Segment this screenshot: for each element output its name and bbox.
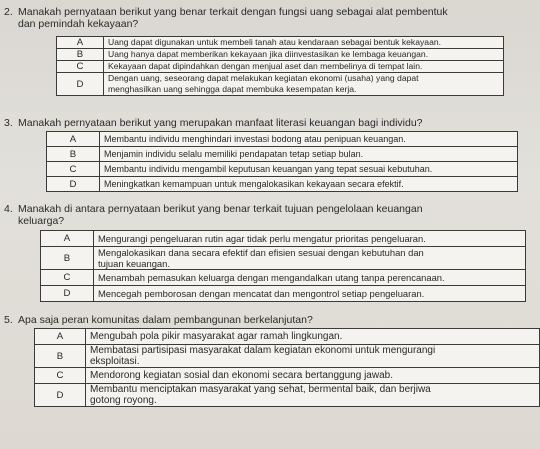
option-text: Mencegah pemborosan dengan mencatat dan mengontrol setiap pengeluaran. [94, 286, 526, 302]
option-row-a[interactable] [47, 132, 518, 147]
question-text: Manakah di antara pernyataan berikut yang benar terkait tujuan pengelolaan keuangan [18, 203, 423, 215]
option-letter: A [41, 231, 94, 247]
option-line: Kekayaan dapat dipindahkan dengan menjual aset dan membelinya di tempat lain. [108, 61, 423, 71]
question-number: 2. [4, 6, 13, 18]
option-line: Uang hanya dapat memberikan kekayaan jika diinvestasikan ke lembaga keuangan. [108, 49, 429, 59]
option-line: Mengalokasikan dana secara efektif dan efisien sesuai dengan kebutuhan dan [98, 247, 424, 258]
option-letter: A [57, 37, 104, 49]
option-text [104, 73, 504, 96]
question-4 [4, 203, 423, 227]
option-letter: B [35, 345, 86, 368]
question-number: 3. [4, 117, 13, 129]
option-letter: D [35, 384, 86, 407]
option-text [104, 37, 504, 49]
option-row-a[interactable] [35, 329, 540, 345]
option-text: Mendorong kegiatan sosial dan ekonomi secara bertanggung jawab. [86, 368, 540, 384]
question-number: 4. [4, 203, 13, 215]
option-text: Meningkatkan kemampuan untuk mengalokasikan kekayaan secara efektif. [100, 177, 518, 192]
option-row-b[interactable] [57, 49, 504, 61]
question-text: Apa saja peran komunitas dalam pembangunan berkelanjutan? [18, 314, 313, 326]
option-line: Uang dapat digunakan untuk membeli tanah atau kendaraan sebagai bentuk kekayaan. [108, 37, 442, 47]
option-row-c[interactable] [35, 368, 540, 384]
option-letter: C [35, 368, 86, 384]
option-text [94, 247, 526, 270]
option-text: Mengurangi pengeluaran rutin agar tidak perlu mengatur prioritas pengeluaran. [94, 231, 526, 247]
question-3 [4, 117, 423, 129]
option-text [104, 61, 504, 73]
options-table-3 [46, 131, 518, 192]
option-text [86, 384, 540, 407]
option-row-c[interactable] [57, 61, 504, 73]
option-row-c[interactable] [41, 270, 526, 286]
option-row-d[interactable] [35, 384, 540, 407]
option-row-b[interactable] [41, 247, 526, 270]
option-letter: C [41, 270, 94, 286]
option-letter: B [57, 49, 104, 61]
option-row-d[interactable] [41, 286, 526, 302]
option-text: Membantu individu mengambil keputusan keuangan yang tepat sesuai kebutuhan. [100, 162, 518, 177]
option-text [104, 49, 504, 61]
option-line: menghasilkan uang sehingga dapat membuka kesempatan kerja. [108, 84, 357, 94]
question-text-cont: keluarga? [18, 215, 65, 227]
question-text-cont: dan pemindah kekayaan? [18, 18, 139, 30]
options-table-2 [56, 36, 504, 96]
option-row-b[interactable] [47, 147, 518, 162]
option-row-d[interactable] [47, 177, 518, 192]
option-letter: B [47, 147, 100, 162]
option-text: Menambah pemasukan keluarga dengan mengandalkan utang tanpa perencanaan. [94, 270, 526, 286]
option-line: gotong royong. [90, 395, 157, 406]
option-line: Membatasi partisipasi masyarakat dalam kegiatan ekonomi untuk mengurangi [90, 345, 436, 356]
options-table-4 [40, 230, 526, 302]
option-line: Dengan uang, seseorang dapat melakukan kegiatan ekonomi (usaha) yang dapat [108, 73, 419, 83]
question-text: Manakah pernyataan berikut yang benar terkait dengan fungsi uang sebagai alat pembentuk [18, 6, 448, 18]
option-letter: C [47, 162, 100, 177]
option-row-a[interactable] [41, 231, 526, 247]
option-line: eksploitasi. [90, 356, 140, 367]
options-table-5 [34, 328, 540, 407]
option-line: Membantu menciptakan masyarakat yang sehat, bermental baik, dan berjiwa [90, 384, 431, 395]
option-letter: D [41, 286, 94, 302]
option-row-d[interactable] [57, 73, 504, 96]
option-row-a[interactable] [57, 37, 504, 49]
question-text: Manakah pernyataan berikut yang merupakan manfaat literasi keuangan bagi individu? [18, 117, 423, 129]
option-letter: D [47, 177, 100, 192]
option-text: Mengubah pola pikir masyarakat agar ramah lingkungan. [86, 329, 540, 345]
option-row-c[interactable] [47, 162, 518, 177]
option-letter: A [35, 329, 86, 345]
question-2 [4, 6, 448, 30]
option-text: Membantu individu menghindari investasi bodong atau penipuan keuangan. [100, 132, 518, 147]
option-text [86, 345, 540, 368]
option-letter: D [57, 73, 104, 96]
option-letter: B [41, 247, 94, 270]
option-text: Menjamin individu selalu memiliki pendapatan tetap setiap bulan. [100, 147, 518, 162]
option-line: tujuan keuangan. [98, 258, 170, 269]
option-row-b[interactable] [35, 345, 540, 368]
question-5 [4, 314, 313, 326]
question-number: 5. [4, 314, 13, 326]
option-letter: A [47, 132, 100, 147]
option-letter: C [57, 61, 104, 73]
